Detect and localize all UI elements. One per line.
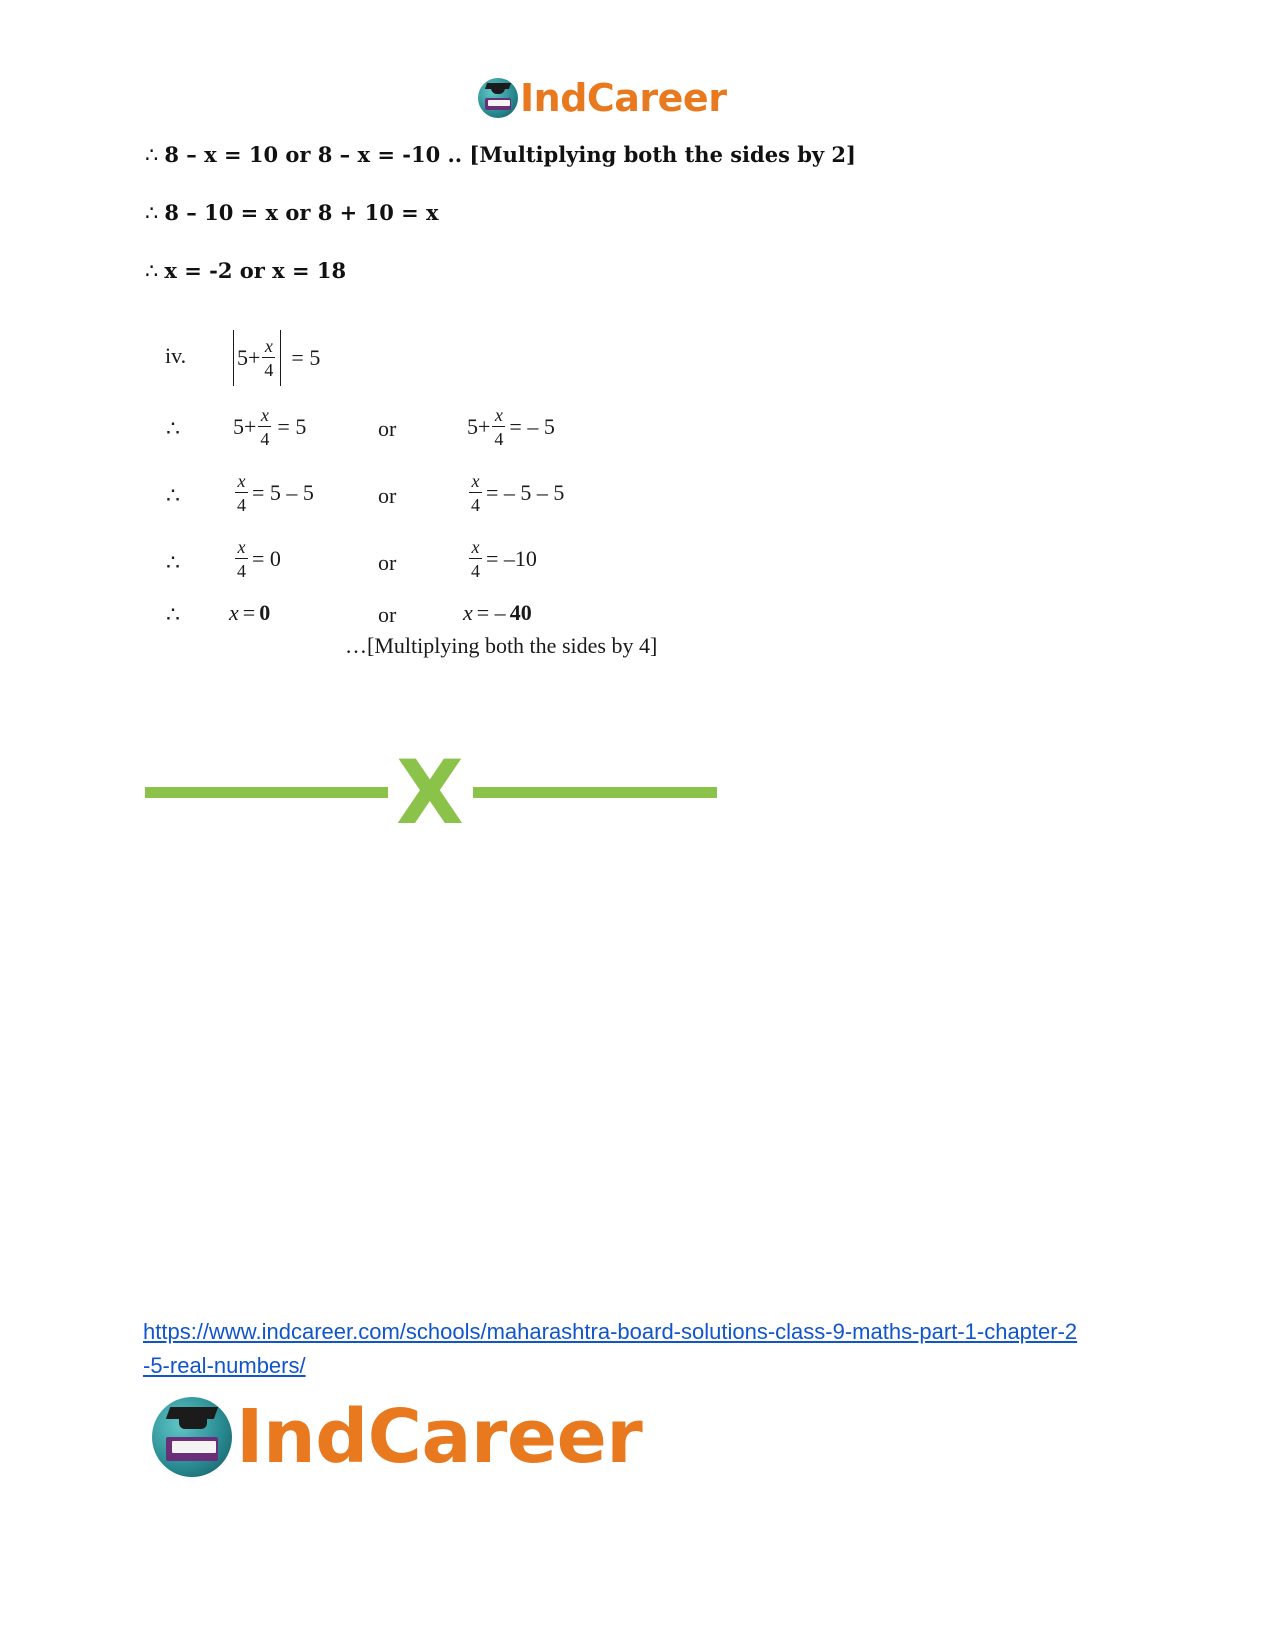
step-text: 8 – 10 = x or 8 + 10 = x <box>164 200 439 225</box>
footer-logo <box>152 1394 642 1480</box>
fraction: $\frac{x}{4}$ <box>471 471 480 515</box>
fraction: $\frac{x}{4}$ <box>494 405 504 449</box>
row2-left: $\frac{x}{4}$ = 5 – 5 <box>237 471 314 515</box>
row3-right: $\frac{x}{4}$ = –10 <box>471 537 537 581</box>
source-link[interactable] <box>143 1315 1083 1383</box>
fraction: $\frac{x}{4}$ <box>264 336 274 380</box>
header-brand-text: IndCareer <box>520 76 727 120</box>
source-link-line-2[interactable]: -5-real-numbers/ <box>143 1353 306 1378</box>
therefore-symbol: ∴ <box>166 602 180 627</box>
source-link-line-1[interactable]: https://www.indcareer.com/schools/maharashtra-board-solutions-class-9-maths-part-1-chapter-2 <box>143 1319 1078 1344</box>
logo-globe-icon <box>152 1397 232 1477</box>
therefore-symbol: ∴ <box>166 483 180 508</box>
absolute-value: 5 + $\frac{x}{4}$ <box>233 330 281 386</box>
step-text: 8 – x = 10 or 8 – x = -10 .. [Multiplying both the sides by 2] <box>164 142 856 167</box>
fraction: $\frac{x}{4}$ <box>260 405 270 449</box>
or-label: or <box>378 550 397 575</box>
problem-equation: 5 + $\frac{x}{4}$ = 5 <box>233 330 320 386</box>
therefore-symbol: ∴ <box>145 143 159 167</box>
row4-left: x = 0 <box>229 600 271 625</box>
problem-label: iv. <box>165 343 187 368</box>
footer-brand-text: IndCareer <box>236 1394 643 1480</box>
fraction: $\frac{x}{4}$ <box>237 537 246 581</box>
row2-right: $\frac{x}{4}$ = – 5 – 5 <box>471 471 565 515</box>
therefore-symbol: ∴ <box>166 416 180 441</box>
row4-right: x = – 40 <box>463 600 532 625</box>
therefore-symbol: ∴ <box>145 201 159 225</box>
row1-left: 5 + $\frac{x}{4}$ = 5 <box>233 405 307 449</box>
divider-right-bar <box>473 787 717 798</box>
therefore-symbol: ∴ <box>166 550 180 575</box>
divider-left-bar <box>145 787 388 798</box>
or-label: or <box>378 602 397 627</box>
math-solution-block <box>0 0 1275 700</box>
divider-x-mark: X <box>396 741 464 844</box>
step-text: x = -2 or x = 18 <box>164 258 347 283</box>
multiplying-note: …[Multiplying both the sides by 4] <box>345 633 658 658</box>
therefore-symbol: ∴ <box>145 259 159 283</box>
or-label: or <box>378 483 397 508</box>
row3-left: $\frac{x}{4}$ = 0 <box>237 537 281 581</box>
or-label: or <box>378 416 397 441</box>
fraction: $\frac{x}{4}$ <box>237 471 246 515</box>
row1-right: 5 + $\frac{x}{4}$ = – 5 <box>467 405 555 449</box>
fraction: $\frac{x}{4}$ <box>471 537 480 581</box>
